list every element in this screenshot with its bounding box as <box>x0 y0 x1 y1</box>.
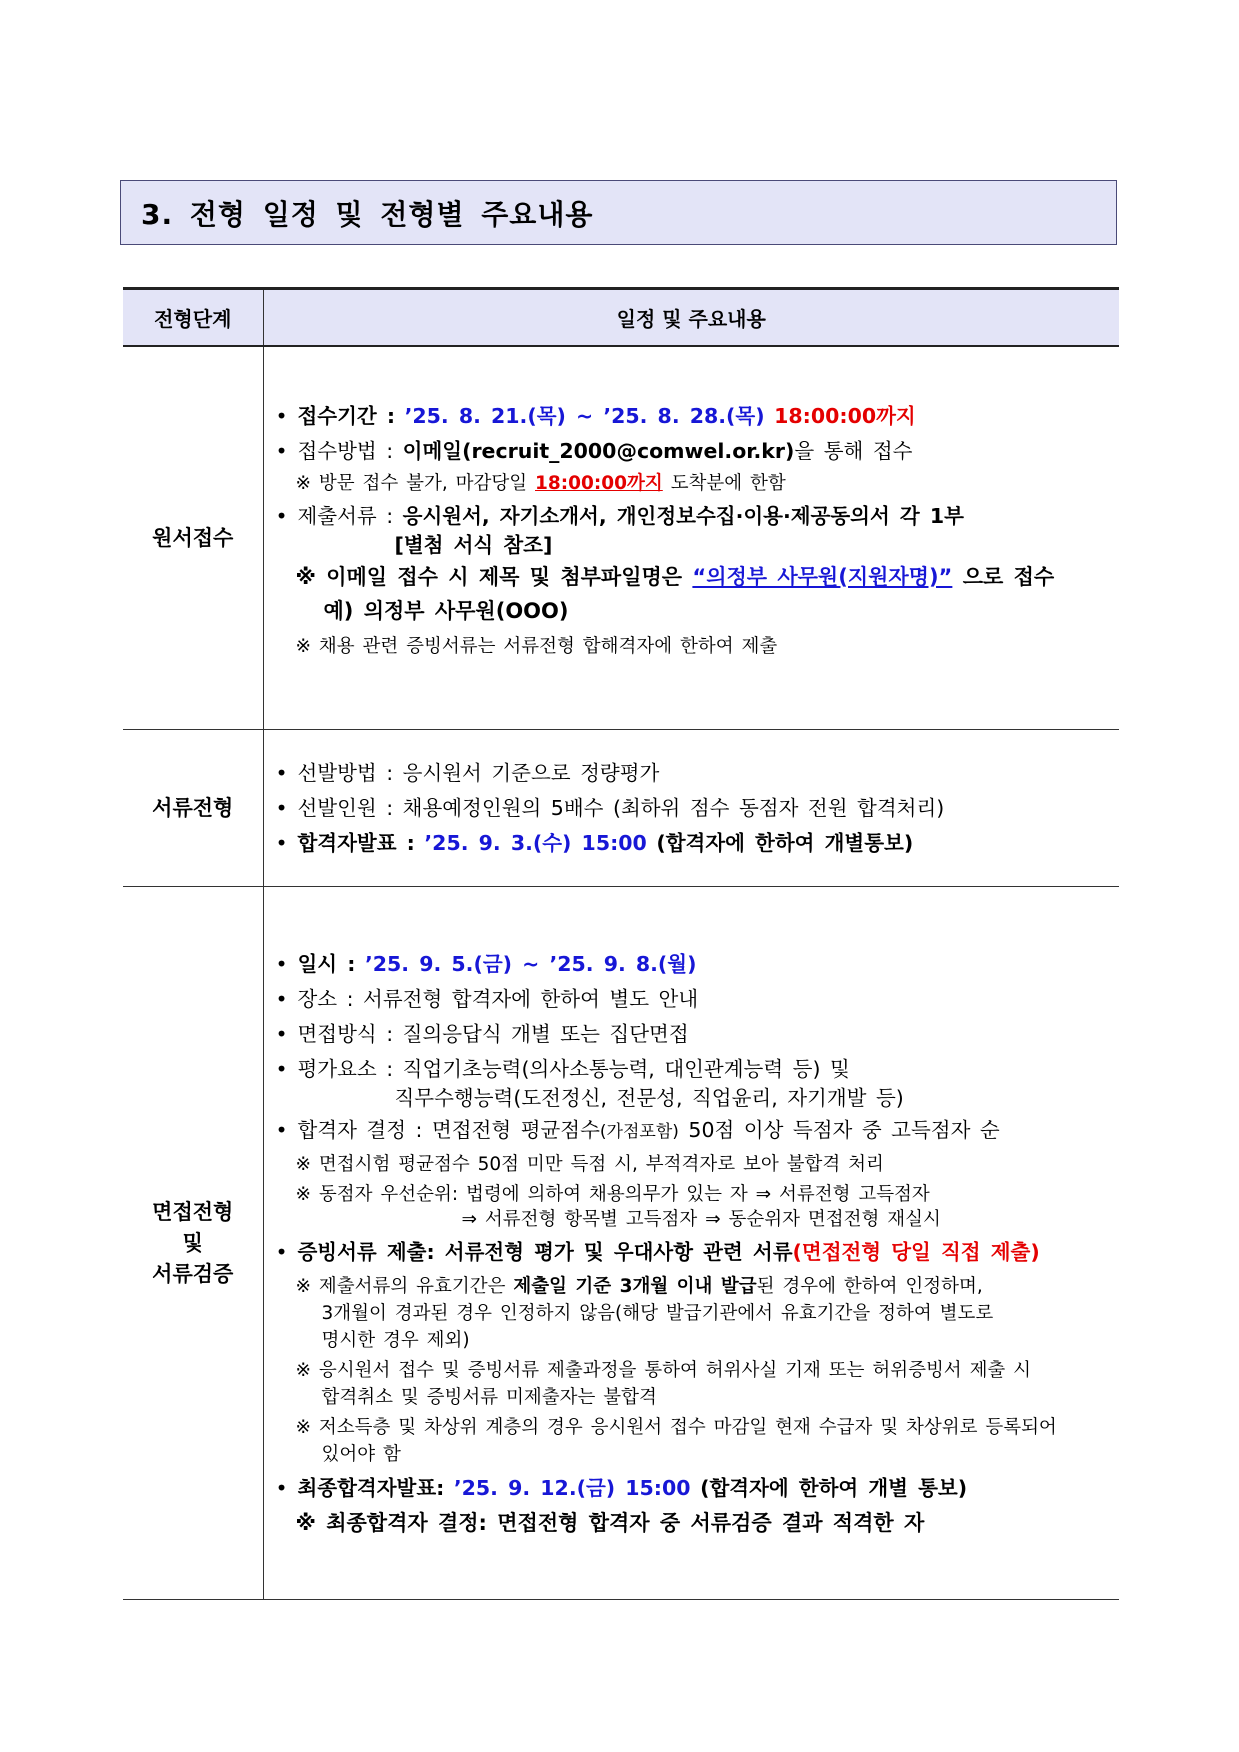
section-title: 3. 전형 일정 및 전형별 주요내용 <box>120 180 1117 245</box>
list-item: • 접수방법 : 이메일(recruit_2000@comwel.or.kr)을 통해 접수 <box>276 434 1119 469</box>
list-item: • 접수기간 : ’25. 8. 21.(목) ~ ’25. 8. 28.(목) 18:00:00까지 <box>276 399 1119 434</box>
list-item: • 장소 : 서류전형 합격자에 한하여 별도 안내 <box>276 982 1119 1017</box>
bullet-icon: • <box>275 503 288 528</box>
note-validity: ※ 제출서류의 유효기간은 제출일 기준 3개월 이내 발급된 경우에 한하여 인정하며, 3개월이 경과된 경우 인정하지 않음(해당 발급기관에서 유효기간을 정하여 별도로 명시한 경우 제외) <box>295 1275 994 1351</box>
note-false-statement: ※ 응시원서 접수 및 증빙서류 제출과정을 통하여 허위사실 기재 또는 허위증빙서 제출 시 합격취소 및 증빙서류 미제출자는 불합격 <box>295 1359 1032 1408</box>
stage-name-application: 원서접수 <box>152 525 234 550</box>
note-fail: ※ 면접시험 평균점수 50점 미만 득점 시, 부적격자로 보아 불합격 처리 <box>295 1153 884 1175</box>
header-stage: 전형단계 <box>123 289 263 347</box>
list-item: • 최종합격자발표: ’25. 9. 12.(금) 15:00 (합격자에 한하여 개별 통보) <box>276 1471 1119 1506</box>
content-document <box>263 730 1119 887</box>
email-address: 이메일(recruit_2000@comwel.or.kr) <box>402 438 795 463</box>
content-interview <box>263 887 1119 1600</box>
stage-name-interview: 면접전형 및 서류검증 <box>152 1199 234 1286</box>
list-item: • 제출서류 : 응시원서, 자기소개서, 개인정보수집·이용·제공동의서 각 1부 <box>276 499 1119 534</box>
bullet-icon: • <box>275 1239 288 1264</box>
bullet-icon: • <box>275 951 288 976</box>
list-item: • 합격자발표 : ’25. 9. 3.(수) 15:00 (합격자에 한하여 개별통보) <box>276 826 1119 861</box>
note-tie: ※ 동점자 우선순위: 법령에 의하여 채용의무가 있는 자 ⇒ 서류전형 고득점자 <box>295 1183 930 1205</box>
note-tie-cont: ⇒ 서류전형 항목별 고득점자 ⇒ 동순위자 면접전형 재실시 <box>461 1208 941 1230</box>
table-row-interview <box>123 887 1119 1600</box>
stage-name-document: 서류전형 <box>152 795 234 820</box>
eval-continuation: 직무수행능력(도전정신, 전문성, 직업윤리, 자기개발 등) <box>394 1085 904 1110</box>
bullet-icon: • <box>275 795 288 820</box>
note-proof-docs: ※ 채용 관련 증빙서류는 서류전형 합해격자에 한하여 제출 <box>295 635 778 657</box>
content-application <box>263 346 1119 730</box>
bullet-icon: • <box>275 760 288 785</box>
list-item: • 증빙서류 제출: 서류전형 평가 및 우대사항 관련 서류(면접전형 당일 직접 제출) <box>276 1235 1119 1270</box>
docs-attachment-ref: [별첨 서식 참조] <box>394 532 553 557</box>
email-subject-note: ※ 이메일 접수 시 제목 및 첨부파일명은 “의정부 사무원(지원자명)” 으로 접수 예) 의정부 사무원(OOO) <box>295 564 1055 623</box>
final-decision-note: ※ 최종합격자 결정: 면접전형 합격자 중 서류검증 결과 적격한 자 <box>295 1510 925 1535</box>
list-item: • 평가요소 : 직업기초능력(의사소통능력, 대인관계능력 등) 및 <box>276 1052 1119 1087</box>
bullet-icon: • <box>275 1475 288 1500</box>
list-item: • 면접방식 : 질의응답식 개별 또는 집단면접 <box>276 1017 1119 1052</box>
note-low-income: ※ 저소득층 및 차상위 계층의 경우 응시원서 접수 마감일 현재 수급자 및 차상위로 등록되어 있어야 함 <box>295 1416 1057 1465</box>
list-item: • 선발방법 : 응시원서 기준으로 정량평가 <box>276 756 1119 791</box>
list-item: • 합격자 결정 : 면접전형 평균점수(가점포함) 50점 이상 득점자 중 고득점자 순 <box>276 1113 1119 1150</box>
bullet-icon: • <box>275 403 288 428</box>
bullet-icon: • <box>275 438 288 463</box>
table-row-application <box>123 346 1119 730</box>
table-row-document-screening <box>123 730 1119 887</box>
table-header-row <box>123 289 1119 347</box>
list-item: • 선발인원 : 채용예정인원의 5배수 (최하위 점수 동점자 전원 합격처리) <box>276 791 1119 826</box>
bullet-icon: • <box>275 986 288 1011</box>
bullet-icon: • <box>275 1056 288 1081</box>
schedule-table <box>123 287 1119 1600</box>
header-content: 일정 및 주요내용 <box>263 289 1119 347</box>
bullet-icon: • <box>275 1117 288 1142</box>
bullet-icon: • <box>275 1021 288 1046</box>
bullet-icon: • <box>275 830 288 855</box>
list-item: • 일시 : ’25. 9. 5.(금) ~ ’25. 9. 8.(월) <box>276 947 1119 982</box>
note-visit: ※ 방문 접수 불가, 마감당일 18:00:00까지 도착분에 한함 <box>295 472 786 494</box>
